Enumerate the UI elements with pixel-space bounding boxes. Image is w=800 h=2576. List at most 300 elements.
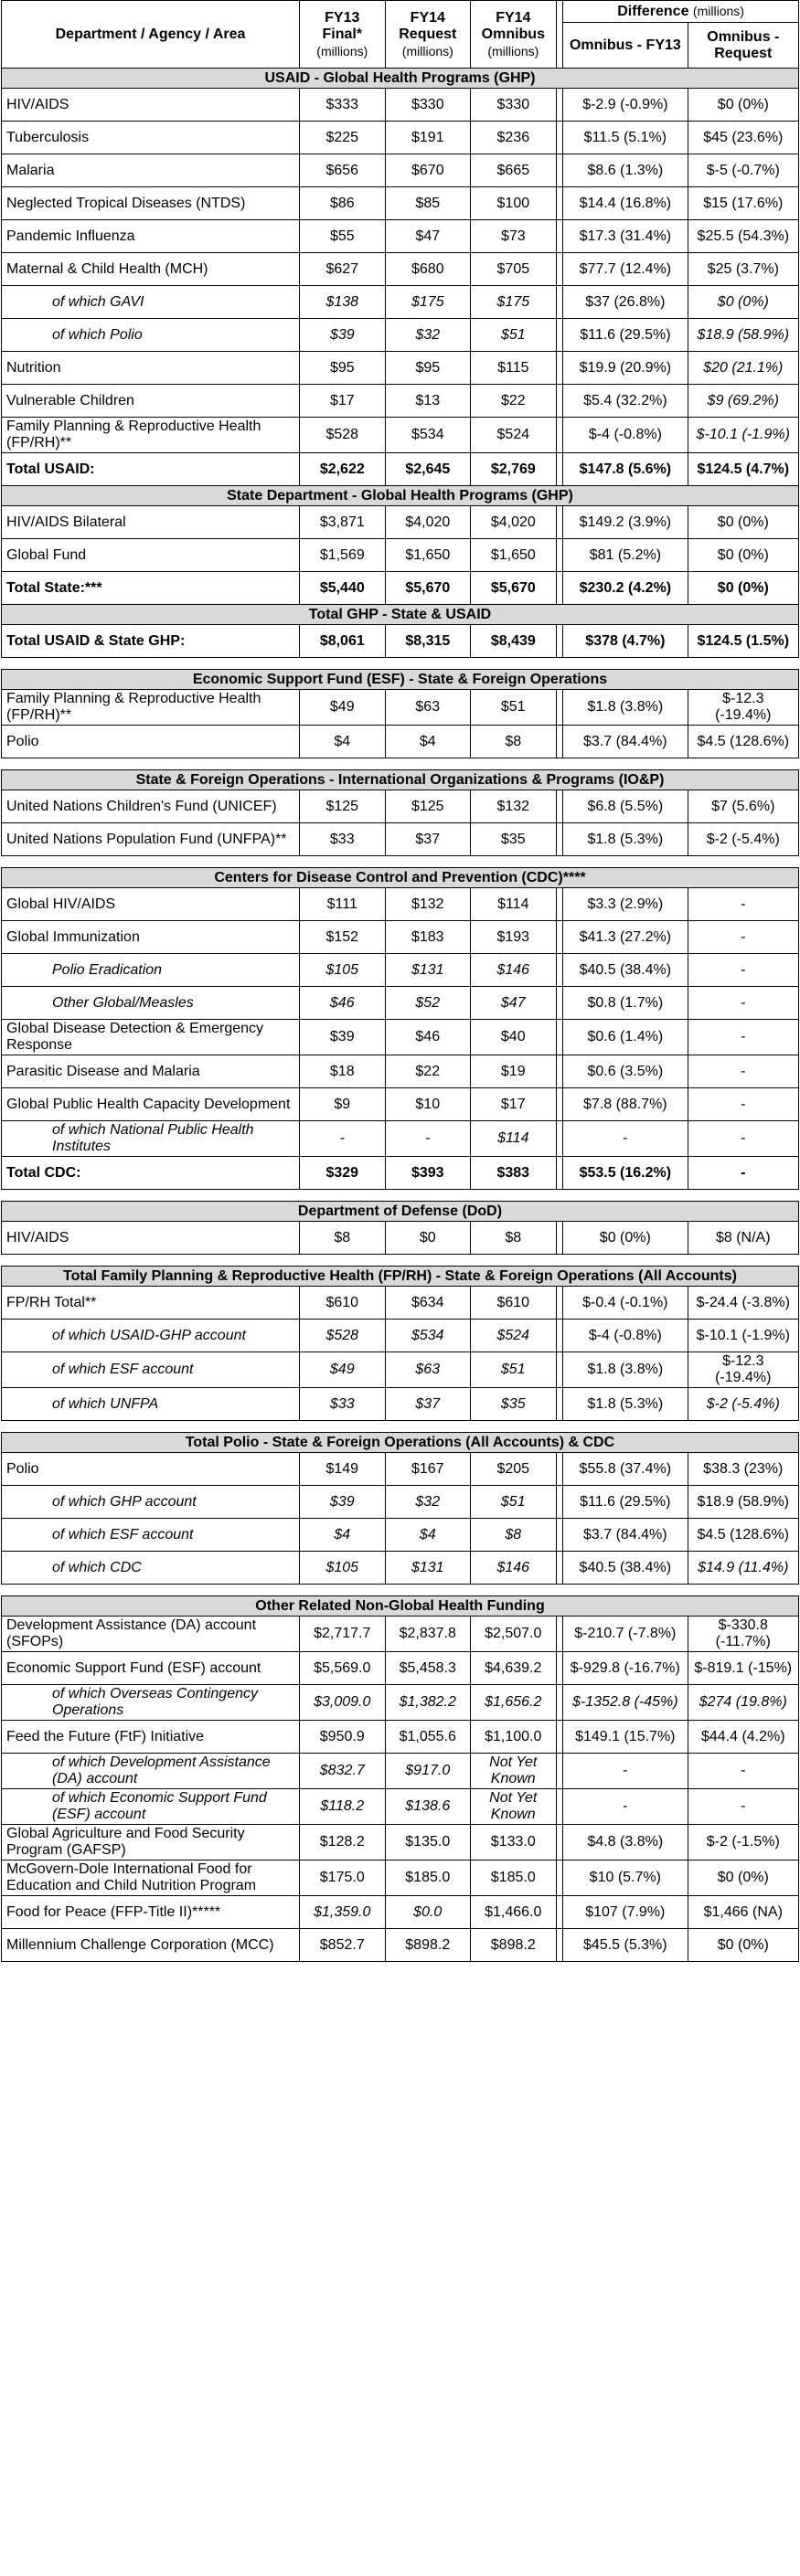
- section-title: Total Polio - State & Foreign Operations (All Accounts) & CDC: [2, 1433, 799, 1453]
- section-header: [2, 605, 799, 625]
- table-row: [2, 253, 799, 286]
- cell-diff-request: $18.9 (58.9%): [688, 1486, 798, 1519]
- row-label: HIV/AIDS: [2, 89, 300, 122]
- row-label: Family Planning & Reproductive Health (FP/RH)**: [2, 418, 300, 453]
- section-header: [2, 486, 799, 506]
- cell-omni: $132: [471, 790, 557, 823]
- table-row: [2, 1388, 799, 1421]
- cell-req: $2,837.8: [385, 1617, 471, 1652]
- cell-req: $46: [385, 1020, 471, 1055]
- cell-diff-request: $124.5 (1.5%): [688, 625, 798, 658]
- table-row: [2, 888, 799, 921]
- cell-req: $175: [385, 286, 471, 319]
- cell-req: -: [385, 1121, 471, 1157]
- cell-diff-fy13: -: [563, 1789, 688, 1825]
- cell-diff-request: $25 (3.7%): [688, 253, 798, 286]
- cell-omni: $185.0: [471, 1860, 557, 1896]
- table-row: [2, 220, 799, 253]
- table-row: [2, 823, 799, 856]
- cell-req: $95: [385, 352, 471, 385]
- cell-diff-request: $274 (19.8%): [688, 1685, 798, 1721]
- table-row: [2, 385, 799, 418]
- cell-diff-request: $9 (69.2%): [688, 385, 798, 418]
- section-header: [2, 1433, 799, 1453]
- cell-fy13: $128.2: [300, 1825, 386, 1860]
- cell-omni: $205: [471, 1453, 557, 1486]
- header-fy13-final: FY13 Final* (millions): [300, 1, 386, 69]
- cell-fy13: $4: [300, 726, 386, 758]
- table-row: [2, 1352, 799, 1388]
- cell-fy13: $86: [300, 187, 386, 220]
- cell-omni: $51: [471, 319, 557, 352]
- cell-req: $670: [385, 154, 471, 187]
- header-fy14-request: FY14 Request (millions): [385, 1, 471, 69]
- cell-omni: $114: [471, 1121, 557, 1157]
- cell-diff-request: $7 (5.6%): [688, 790, 798, 823]
- cell-omni: $193: [471, 921, 557, 954]
- row-label: Malaria: [2, 154, 300, 187]
- cell-diff-fy13: $-0.4 (-0.1%): [563, 1287, 688, 1320]
- cell-diff-fy13: $149.2 (3.9%): [563, 506, 688, 539]
- cell-req: $183: [385, 921, 471, 954]
- row-label: Global Fund: [2, 539, 300, 572]
- table-row: [2, 1860, 799, 1896]
- cell-fy13: $152: [300, 921, 386, 954]
- cell-diff-request: $38.3 (23%): [688, 1453, 798, 1486]
- table-row: [2, 1896, 799, 1929]
- cell-fy13: $95: [300, 352, 386, 385]
- cell-omni: $114: [471, 888, 557, 921]
- table-row: [2, 539, 799, 572]
- row-label: Parasitic Disease and Malaria: [2, 1055, 300, 1088]
- cell-diff-fy13: $11.6 (29.5%): [563, 1486, 688, 1519]
- section-header: [2, 770, 799, 790]
- cell-diff-request: $44.4 (4.2%): [688, 1721, 798, 1754]
- cell-diff-request: $124.5 (4.7%): [688, 453, 798, 486]
- cell-omni: $22: [471, 385, 557, 418]
- cell-diff-fy13: $0.8 (1.7%): [563, 987, 688, 1020]
- table-row: [2, 352, 799, 385]
- cell-omni: $665: [471, 154, 557, 187]
- section-title: State & Foreign Operations - International Organizations & Programs (IO&P): [2, 770, 799, 790]
- cell-req: $191: [385, 122, 471, 154]
- cell-omni: $524: [471, 418, 557, 453]
- table-row: [2, 122, 799, 154]
- cell-req: $4: [385, 1519, 471, 1552]
- budget-table-section: [1, 1201, 799, 1255]
- cell-diff-fy13: $-2.9 (-0.9%): [563, 89, 688, 122]
- cell-diff-request: $8 (N/A): [688, 1222, 798, 1255]
- cell-diff-fy13: $40.5 (38.4%): [563, 954, 688, 987]
- cell-diff-fy13: $-210.7 (-7.8%): [563, 1617, 688, 1652]
- cell-fy13: $950.9: [300, 1721, 386, 1754]
- cell-fy13: $125: [300, 790, 386, 823]
- cell-diff-request: $14.9 (11.4%): [688, 1552, 798, 1585]
- table-row: [2, 1519, 799, 1552]
- section-title: Department of Defense (DoD): [2, 1202, 799, 1222]
- cell-req: $534: [385, 418, 471, 453]
- cell-diff-fy13: $-4 (-0.8%): [563, 1320, 688, 1352]
- section-title: Economic Support Fund (ESF) - State & Foreign Operations: [2, 670, 799, 690]
- table-row: [2, 921, 799, 954]
- cell-diff-fy13: $3.3 (2.9%): [563, 888, 688, 921]
- cell-fy13: $8: [300, 1222, 386, 1255]
- row-label: Total USAID & State GHP:: [2, 625, 300, 658]
- cell-diff-request: -: [688, 888, 798, 921]
- cell-diff-request: $0 (0%): [688, 1860, 798, 1896]
- row-label: of which ESF account: [2, 1352, 300, 1388]
- cell-req: $2,645: [385, 453, 471, 486]
- cell-req: $898.2: [385, 1929, 471, 1962]
- row-label: Global HIV/AIDS: [2, 888, 300, 921]
- cell-req: $680: [385, 253, 471, 286]
- cell-req: $0: [385, 1222, 471, 1255]
- cell-diff-fy13: $1.8 (3.8%): [563, 690, 688, 726]
- cell-diff-fy13: -: [563, 1121, 688, 1157]
- cell-omni: $1,100.0: [471, 1721, 557, 1754]
- cell-diff-fy13: $149.1 (15.7%): [563, 1721, 688, 1754]
- header-omnibus-request: Omnibus - Request: [688, 23, 798, 69]
- row-label: Millennium Challenge Corporation (MCC): [2, 1929, 300, 1962]
- table-row: [2, 1652, 799, 1685]
- cell-diff-request: $-12.3 (-19.4%): [688, 690, 798, 726]
- cell-omni: Not Yet Known: [471, 1789, 557, 1825]
- cell-fy13: $225: [300, 122, 386, 154]
- cell-omni: $4,020: [471, 506, 557, 539]
- cell-omni: $2,507.0: [471, 1617, 557, 1652]
- row-label: Pandemic Influenza: [2, 220, 300, 253]
- cell-fy13: $39: [300, 319, 386, 352]
- row-label: Development Assistance (DA) account (SFOPs): [2, 1617, 300, 1652]
- cell-diff-request: $4.5 (128.6%): [688, 726, 798, 758]
- table-row: [2, 506, 799, 539]
- cell-omni: $115: [471, 352, 557, 385]
- table-row: [2, 726, 799, 758]
- row-label: Family Planning & Reproductive Health (FP/RH)**: [2, 690, 300, 726]
- cell-omni: $133.0: [471, 1825, 557, 1860]
- cell-req: $37: [385, 1388, 471, 1421]
- cell-fy13: $852.7: [300, 1929, 386, 1962]
- cell-diff-request: -: [688, 1157, 798, 1190]
- cell-fy13: $2,717.7: [300, 1617, 386, 1652]
- table-row: [2, 1222, 799, 1255]
- cell-diff-fy13: $147.8 (5.6%): [563, 453, 688, 486]
- table-row: [2, 418, 799, 453]
- cell-diff-fy13: $230.2 (4.2%): [563, 572, 688, 605]
- cell-fy13: $5,440: [300, 572, 386, 605]
- cell-fy13: $329: [300, 1157, 386, 1190]
- cell-diff-fy13: $17.3 (31.4%): [563, 220, 688, 253]
- table-row: [2, 1789, 799, 1825]
- cell-omni: $47: [471, 987, 557, 1020]
- cell-diff-request: $-5 (-0.7%): [688, 154, 798, 187]
- cell-diff-request: $0 (0%): [688, 1929, 798, 1962]
- cell-req: $132: [385, 888, 471, 921]
- cell-diff-fy13: $0.6 (3.5%): [563, 1055, 688, 1088]
- cell-diff-request: -: [688, 1088, 798, 1121]
- row-label: of which Economic Support Fund (ESF) account: [2, 1789, 300, 1825]
- cell-diff-fy13: $53.5 (16.2%): [563, 1157, 688, 1190]
- row-label: Nutrition: [2, 352, 300, 385]
- cell-req: $63: [385, 1352, 471, 1388]
- cell-req: $8,315: [385, 625, 471, 658]
- cell-diff-fy13: $1.8 (5.3%): [563, 1388, 688, 1421]
- section-title: Total GHP - State & USAID: [2, 605, 799, 625]
- table-row: [2, 187, 799, 220]
- cell-diff-fy13: $107 (7.9%): [563, 1896, 688, 1929]
- cell-diff-request: -: [688, 921, 798, 954]
- cell-req: $1,382.2: [385, 1685, 471, 1721]
- cell-fy13: $17: [300, 385, 386, 418]
- cell-req: $131: [385, 1552, 471, 1585]
- cell-req: $185.0: [385, 1860, 471, 1896]
- cell-req: $52: [385, 987, 471, 1020]
- cell-req: $534: [385, 1320, 471, 1352]
- table-row: [2, 1825, 799, 1860]
- table-row: [2, 286, 799, 319]
- cell-omni: $5,670: [471, 572, 557, 605]
- cell-diff-request: -: [688, 1789, 798, 1825]
- section-header: [2, 670, 799, 690]
- cell-req: $125: [385, 790, 471, 823]
- cell-omni: $175: [471, 286, 557, 319]
- cell-diff-fy13: $41.3 (27.2%): [563, 921, 688, 954]
- cell-fy13: $627: [300, 253, 386, 286]
- cell-omni: $2,769: [471, 453, 557, 486]
- cell-omni: $146: [471, 1552, 557, 1585]
- cell-diff-fy13: $55.8 (37.4%): [563, 1453, 688, 1486]
- cell-diff-fy13: $40.5 (38.4%): [563, 1552, 688, 1585]
- cell-req: $37: [385, 823, 471, 856]
- section-title: Centers for Disease Control and Prevention (CDC)****: [2, 868, 799, 888]
- row-label: United Nations Population Fund (UNFPA)**: [2, 823, 300, 856]
- cell-diff-request: $4.5 (128.6%): [688, 1519, 798, 1552]
- cell-fy13: $138: [300, 286, 386, 319]
- cell-omni: $1,656.2: [471, 1685, 557, 1721]
- cell-diff-request: $18.9 (58.9%): [688, 319, 798, 352]
- cell-req: $47: [385, 220, 471, 253]
- cell-diff-fy13: $37 (26.8%): [563, 286, 688, 319]
- cell-omni: $8: [471, 1222, 557, 1255]
- cell-diff-request: $0 (0%): [688, 89, 798, 122]
- row-label: of which CDC: [2, 1552, 300, 1585]
- row-label: of which GAVI: [2, 286, 300, 319]
- cell-fy13: $39: [300, 1486, 386, 1519]
- row-label: FP/RH Total**: [2, 1287, 300, 1320]
- row-label: HIV/AIDS Bilateral: [2, 506, 300, 539]
- cell-diff-fy13: $3.7 (84.4%): [563, 1519, 688, 1552]
- row-label: Tuberculosis: [2, 122, 300, 154]
- budget-table-section: [1, 1266, 799, 1421]
- cell-req: $135.0: [385, 1825, 471, 1860]
- cell-diff-request: $-2 (-5.4%): [688, 1388, 798, 1421]
- cell-diff-fy13: $45.5 (5.3%): [563, 1929, 688, 1962]
- cell-diff-fy13: $81 (5.2%): [563, 539, 688, 572]
- row-label: Global Disease Detection & Emergency Response: [2, 1020, 300, 1055]
- table-row: [2, 1929, 799, 1962]
- table-row: [2, 1157, 799, 1190]
- table-row: [2, 1685, 799, 1721]
- row-label: Feed the Future (FtF) Initiative: [2, 1721, 300, 1754]
- cell-omni: $8: [471, 726, 557, 758]
- cell-fy13: $3,871: [300, 506, 386, 539]
- budget-table-section: [1, 769, 799, 856]
- cell-fy13: $105: [300, 954, 386, 987]
- cell-diff-request: $25.5 (54.3%): [688, 220, 798, 253]
- cell-fy13: $149: [300, 1453, 386, 1486]
- table-row: [2, 1721, 799, 1754]
- budget-table-main: [1, 0, 799, 658]
- cell-fy13: $49: [300, 1352, 386, 1388]
- cell-diff-fy13: $3.7 (84.4%): [563, 726, 688, 758]
- cell-req: $32: [385, 1486, 471, 1519]
- cell-req: $32: [385, 319, 471, 352]
- cell-diff-fy13: $4.8 (3.8%): [563, 1825, 688, 1860]
- row-label: Global Agriculture and Food Security Program (GAFSP): [2, 1825, 300, 1860]
- table-row: [2, 1453, 799, 1486]
- cell-diff-request: -: [688, 954, 798, 987]
- cell-diff-request: $1,466 (NA): [688, 1896, 798, 1929]
- cell-diff-request: $0 (0%): [688, 539, 798, 572]
- cell-omni: $898.2: [471, 1929, 557, 1962]
- section-header: [2, 1202, 799, 1222]
- cell-diff-request: $-819.1 (-15%): [688, 1652, 798, 1685]
- cell-diff-fy13: $6.8 (5.5%): [563, 790, 688, 823]
- cell-diff-fy13: $7.8 (88.7%): [563, 1088, 688, 1121]
- cell-diff-request: $20 (21.1%): [688, 352, 798, 385]
- row-label: Global Public Health Capacity Development: [2, 1088, 300, 1121]
- budget-table-section: [1, 669, 799, 758]
- cell-omni: $1,650: [471, 539, 557, 572]
- cell-fy13: $528: [300, 418, 386, 453]
- cell-diff-request: $0 (0%): [688, 286, 798, 319]
- cell-diff-fy13: $11.6 (29.5%): [563, 319, 688, 352]
- cell-omni: $146: [471, 954, 557, 987]
- row-label: United Nations Children's Fund (UNICEF): [2, 790, 300, 823]
- header-department: Department / Agency / Area: [2, 1, 300, 69]
- cell-diff-fy13: $-929.8 (-16.7%): [563, 1652, 688, 1685]
- row-label: Total CDC:: [2, 1157, 300, 1190]
- row-label: Total State:***: [2, 572, 300, 605]
- cell-diff-fy13: $10 (5.7%): [563, 1860, 688, 1896]
- cell-diff-request: $15 (17.6%): [688, 187, 798, 220]
- cell-diff-fy13: $378 (4.7%): [563, 625, 688, 658]
- cell-omni: $51: [471, 1486, 557, 1519]
- cell-diff-fy13: $19.9 (20.9%): [563, 352, 688, 385]
- row-label: of which Polio: [2, 319, 300, 352]
- row-label: Global Immunization: [2, 921, 300, 954]
- cell-fy13: $5,569.0: [300, 1652, 386, 1685]
- header-row: [2, 1, 799, 23]
- cell-diff-request: $0 (0%): [688, 506, 798, 539]
- cell-req: $4,020: [385, 506, 471, 539]
- budget-table-section: [1, 867, 799, 1190]
- section-header: [2, 1267, 799, 1287]
- row-label: of which Development Assistance (DA) account: [2, 1754, 300, 1789]
- cell-req: $1,055.6: [385, 1721, 471, 1754]
- cell-diff-request: $45 (23.6%): [688, 122, 798, 154]
- row-label: of which UNFPA: [2, 1388, 300, 1421]
- cell-omni: $236: [471, 122, 557, 154]
- cell-omni: $73: [471, 220, 557, 253]
- cell-diff-request: -: [688, 1121, 798, 1157]
- cell-diff-fy13: $1.8 (5.3%): [563, 823, 688, 856]
- cell-fy13: $1,359.0: [300, 1896, 386, 1929]
- row-label: Vulnerable Children: [2, 385, 300, 418]
- cell-omni: $610: [471, 1287, 557, 1320]
- cell-req: $5,670: [385, 572, 471, 605]
- table-row: [2, 572, 799, 605]
- cell-fy13: $4: [300, 1519, 386, 1552]
- section-title: Other Related Non-Global Health Funding: [2, 1596, 799, 1617]
- cell-fy13: $528: [300, 1320, 386, 1352]
- header-omnibus-fy13: Omnibus - FY13: [563, 23, 688, 69]
- cell-req: $138.6: [385, 1789, 471, 1825]
- cell-fy13: $333: [300, 89, 386, 122]
- cell-fy13: $3,009.0: [300, 1685, 386, 1721]
- cell-omni: $19: [471, 1055, 557, 1088]
- section-header: [2, 1596, 799, 1617]
- section-title: Total Family Planning & Reproductive Health (FP/RH) - State & Foreign Operations (All Accounts): [2, 1267, 799, 1287]
- cell-omni: $8: [471, 1519, 557, 1552]
- cell-req: $85: [385, 187, 471, 220]
- cell-diff-fy13: $77.7 (12.4%): [563, 253, 688, 286]
- cell-req: $634: [385, 1287, 471, 1320]
- cell-omni: $35: [471, 1388, 557, 1421]
- row-label: Economic Support Fund (ESF) account: [2, 1652, 300, 1685]
- cell-diff-request: $-10.1 (-1.9%): [688, 418, 798, 453]
- row-label: of which National Public Health Institutes: [2, 1121, 300, 1157]
- cell-req: $917.0: [385, 1754, 471, 1789]
- cell-diff-fy13: $-1352.8 (-45%): [563, 1685, 688, 1721]
- row-label: of which Overseas Contingency Operations: [2, 1685, 300, 1721]
- cell-diff-fy13: $14.4 (16.8%): [563, 187, 688, 220]
- cell-omni: $1,466.0: [471, 1896, 557, 1929]
- table-row: [2, 690, 799, 726]
- cell-diff-request: $-12.3 (-19.4%): [688, 1352, 798, 1388]
- cell-diff-fy13: $0 (0%): [563, 1222, 688, 1255]
- cell-omni: Not Yet Known: [471, 1754, 557, 1789]
- table-row: [2, 1617, 799, 1652]
- cell-fy13: $33: [300, 1388, 386, 1421]
- cell-fy13: $1,569: [300, 539, 386, 572]
- cell-req: $131: [385, 954, 471, 987]
- cell-diff-fy13: -: [563, 1754, 688, 1789]
- cell-diff-request: $0 (0%): [688, 572, 798, 605]
- cell-omni: $8,439: [471, 625, 557, 658]
- cell-fy13: $18: [300, 1055, 386, 1088]
- row-label: Neglected Tropical Diseases (NTDS): [2, 187, 300, 220]
- cell-diff-fy13: $11.5 (5.1%): [563, 122, 688, 154]
- section-header: [2, 69, 799, 89]
- cell-fy13: -: [300, 1121, 386, 1157]
- row-label: Polio: [2, 726, 300, 758]
- cell-fy13: $175.0: [300, 1860, 386, 1896]
- table-row: [2, 1121, 799, 1157]
- cell-diff-request: $-10.1 (-1.9%): [688, 1320, 798, 1352]
- cell-req: $13: [385, 385, 471, 418]
- cell-fy13: $832.7: [300, 1754, 386, 1789]
- table-row: [2, 319, 799, 352]
- row-label: of which GHP account: [2, 1486, 300, 1519]
- cell-fy13: $8,061: [300, 625, 386, 658]
- cell-diff-request: -: [688, 1020, 798, 1055]
- cell-req: $63: [385, 690, 471, 726]
- cell-fy13: $111: [300, 888, 386, 921]
- cell-fy13: $656: [300, 154, 386, 187]
- row-label: of which USAID-GHP account: [2, 1320, 300, 1352]
- table-row: [2, 1088, 799, 1121]
